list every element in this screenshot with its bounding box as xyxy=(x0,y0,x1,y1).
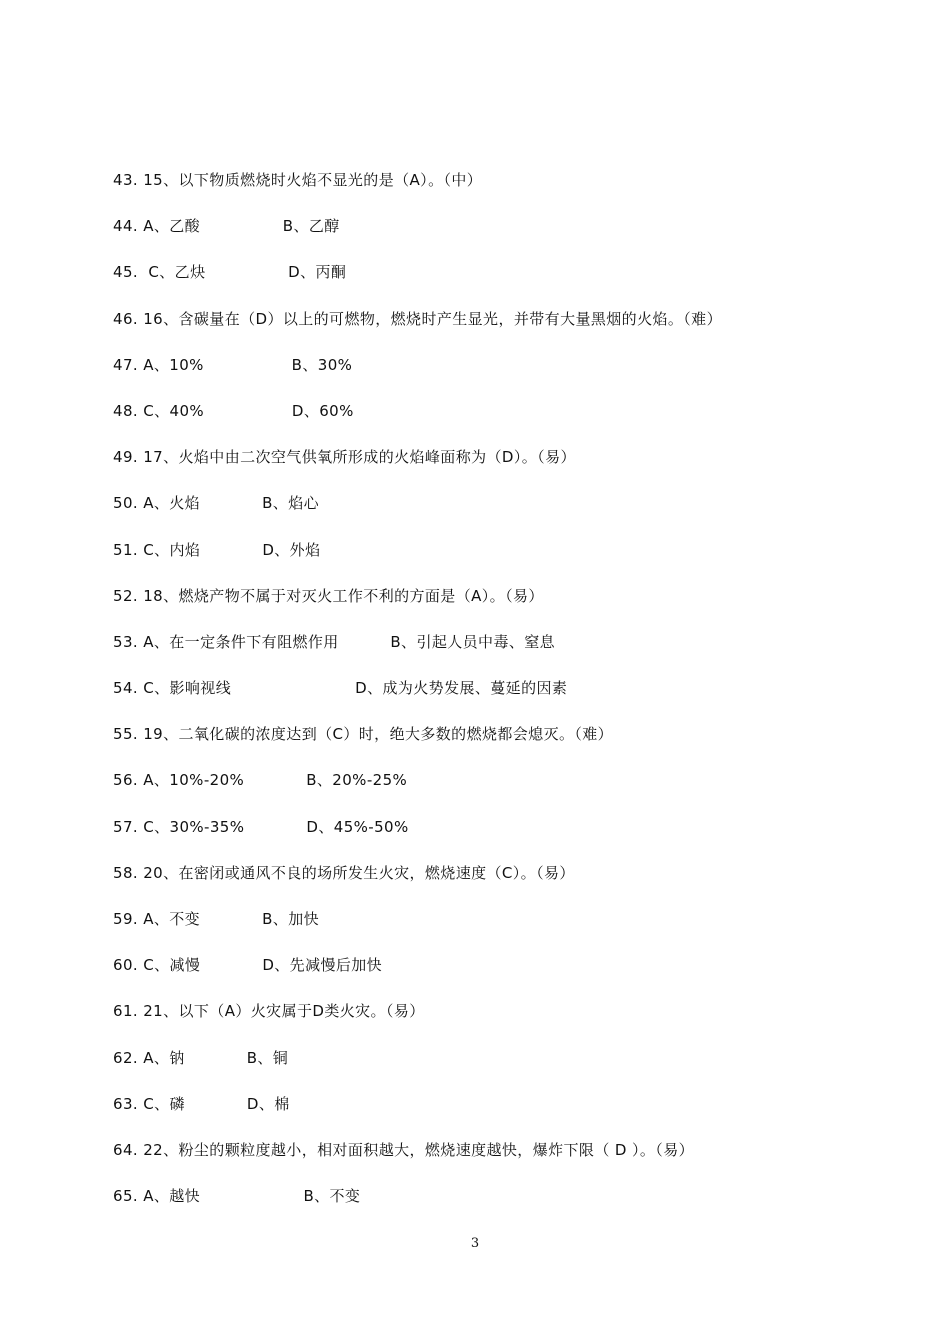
line-50: 50. A、火焰 B、焰心 xyxy=(113,494,319,513)
line-43: 43. 15、以下物质燃烧时火焰不显光的是（A）。（中） xyxy=(113,171,483,189)
line-54: 54. C、影响视线 D、成为火势发展、蔓延的因素 xyxy=(113,679,568,698)
line-52: 52. 18、燃烧产物不属于对灭火工作不利的方面是（A）。（易） xyxy=(113,586,544,605)
line-64: 64. 22、粉尘的颗粒度越小，相对面积越大，燃烧速度越快，爆炸下限（ D ）。（易） xyxy=(113,1140,694,1159)
line-58: 58. 20、在密闭或通风不良的场所发生火灾，燃烧速度（C）。（易） xyxy=(113,863,575,882)
line-46: 46. 16、含碳量在（D）以上的可燃物，燃烧时产生显光，并带有大量黑烟的火焰。（难） xyxy=(113,309,722,328)
line-56: 56. A、10%-20% B、20%-25% xyxy=(113,771,408,790)
line-53: 53. A、在一定条件下有阻燃作用 B、引起人员中毒、窒息 xyxy=(113,632,556,651)
line-59: 59. A、不变 B、加快 xyxy=(113,910,319,928)
line-44: 44. A、乙酸 B、乙醇 xyxy=(113,217,340,236)
page-number: 3 xyxy=(470,1236,480,1251)
line-63: 63. C、磷 D、棉 xyxy=(113,1094,290,1113)
line-65: 65. A、越快 B、不变 xyxy=(113,1187,361,1206)
line-51: 51. C、内焰 D、外焰 xyxy=(113,540,321,559)
line-48: 48. C、40% D、60% xyxy=(113,401,354,420)
line-55: 55. 19、二氧化碳的浓度达到（C）时，绝大多数的燃烧都会熄灭。（难） xyxy=(113,725,614,744)
line-47: 47. A、10% B、30% xyxy=(113,355,353,374)
question-list xyxy=(113,168,873,1230)
line-45: 45. C、乙炔 D、丙酮 xyxy=(113,263,347,282)
line-49: 49. 17、火焰中由二次空气供氧所形成的火焰峰面称为（D）。（易） xyxy=(113,448,576,467)
line-61: 61. 21、以下（A）火灾属于D类火灾。（易） xyxy=(113,1002,425,1021)
line-62: 62. A、钠 B、铜 xyxy=(113,1048,289,1067)
line-57: 57. C、30%-35% D、45%-50% xyxy=(113,817,409,836)
line-60: 60. C、减慢 D、先减慢后加快 xyxy=(113,956,383,975)
